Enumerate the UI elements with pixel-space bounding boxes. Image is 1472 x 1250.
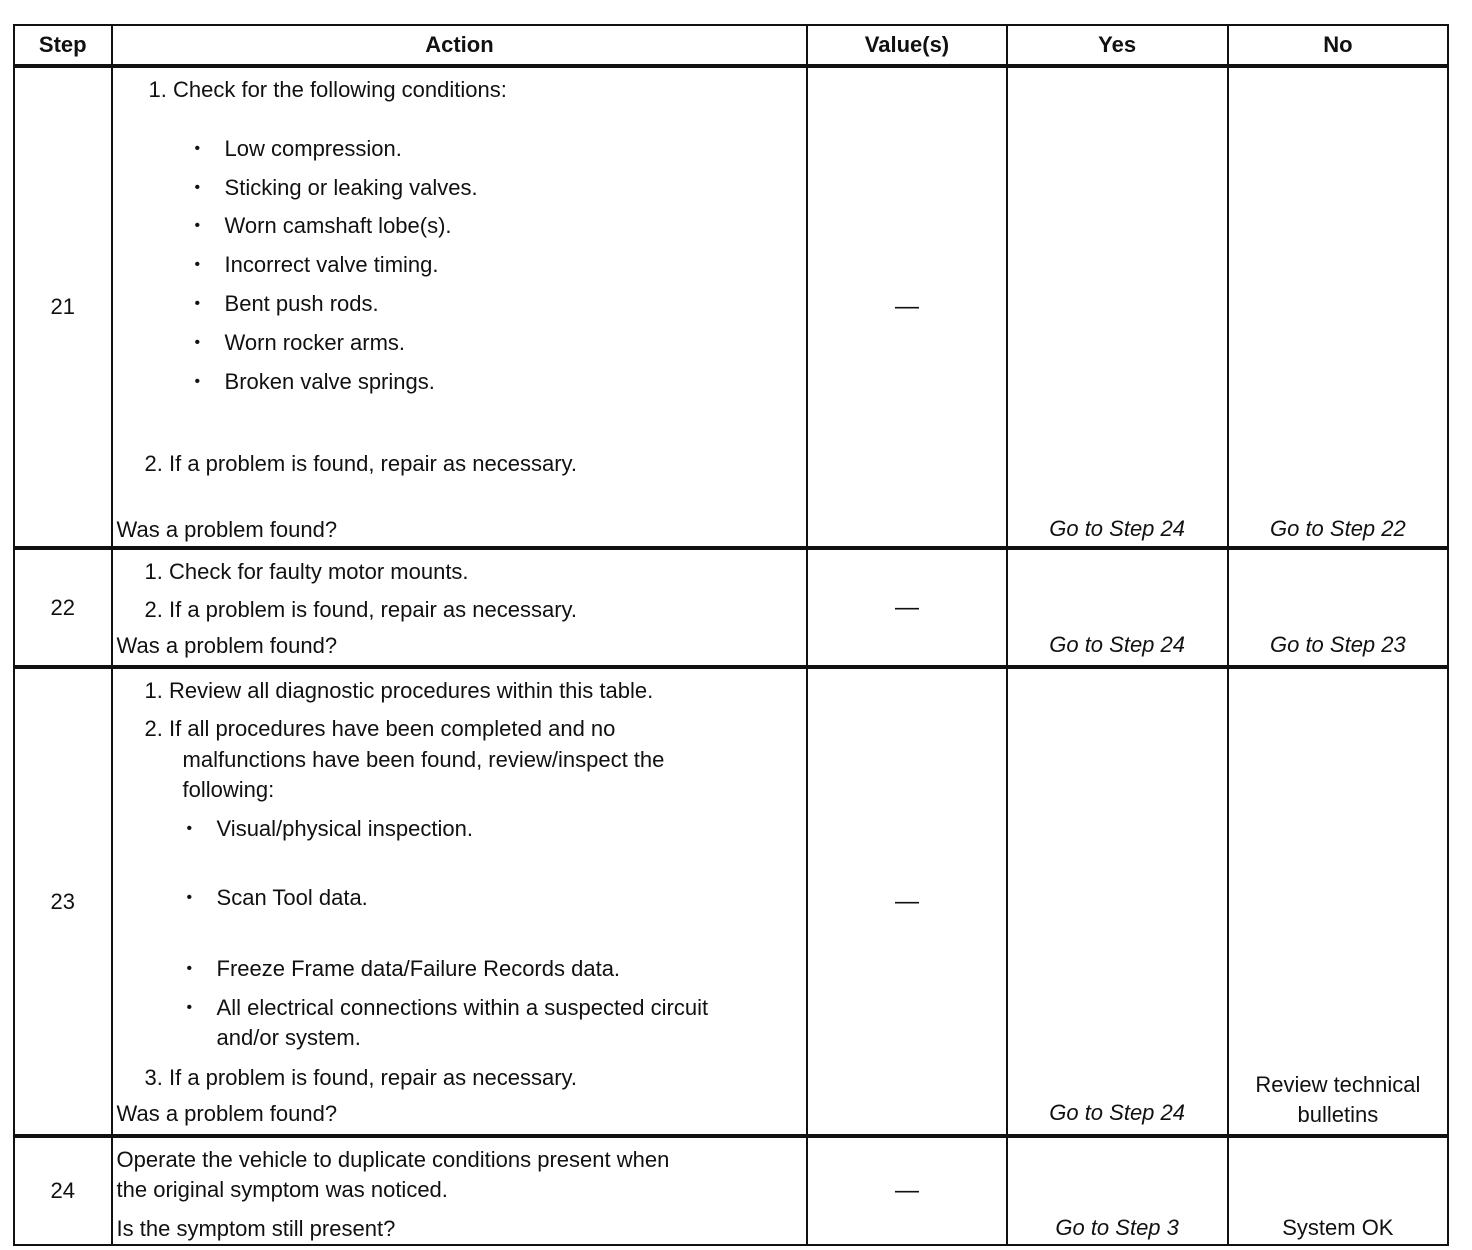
action-cell (112, 667, 808, 1136)
yes-cell (1007, 66, 1228, 548)
header-values: Value(s) (807, 25, 1006, 66)
action-item: 2. If a problem is found, repair as necessary. (144, 451, 578, 476)
yes-cell (1007, 1136, 1228, 1245)
action-cell (112, 1136, 808, 1245)
action-item: 2. If a problem is found, repair as necessary. (144, 597, 578, 622)
action-text: the original symptom was noticed. (116, 1177, 448, 1202)
go-to-step-link: Go to Step 24 (1049, 632, 1185, 657)
condition-bullet: • Worn camshaft lobe(s). (225, 212, 452, 240)
yes-cell (1007, 667, 1228, 1136)
diagnostic-table (13, 24, 1449, 1246)
action-item: 2. If all procedures have been completed and no (144, 716, 616, 741)
action-cell (112, 548, 808, 667)
go-to-step-link: Go to Step 3 (1055, 1215, 1179, 1240)
header-action: Action (112, 25, 808, 66)
action-item: 3. If a problem is found, repair as necessary. (144, 1065, 578, 1090)
no-cell (1228, 66, 1448, 548)
action-text: Operate the vehicle to duplicate conditions present when (116, 1147, 670, 1172)
no-cell (1228, 548, 1448, 667)
step-number: 23 (14, 667, 112, 1136)
review-bulletins-text: Review technical (1255, 1072, 1421, 1097)
condition-bullet: • Sticking or leaking valves. (225, 174, 478, 202)
value-cell: — (807, 667, 1006, 1136)
action-item-continued: malfunctions have been found, review/inspect the (182, 747, 665, 772)
action-question: Was a problem found? (116, 517, 338, 542)
step-number: 22 (14, 548, 112, 667)
inspect-bullet: • Scan Tool data. (217, 884, 368, 912)
condition-bullet: • Bent push rods. (225, 290, 379, 318)
action-question: Was a problem found? (116, 633, 338, 658)
header-row (14, 25, 1448, 66)
system-ok-text: System OK (1282, 1215, 1394, 1240)
header-yes: Yes (1007, 25, 1228, 66)
value-cell: — (807, 548, 1006, 667)
table-row-step-24 (14, 1136, 1448, 1245)
action-question: Is the symptom still present? (116, 1216, 396, 1241)
action-item-continued: following: (182, 777, 275, 802)
table-row-step-23 (14, 667, 1448, 1136)
no-cell (1228, 1136, 1448, 1245)
inspect-bullet: • Freeze Frame data/Failure Records data. (217, 955, 621, 983)
condition-bullet: • Incorrect valve timing. (225, 251, 439, 279)
step-number: 24 (14, 1136, 112, 1245)
condition-bullet: • Worn rocker arms. (225, 329, 406, 357)
table-row-step-22 (14, 548, 1448, 667)
table-row-step-21 (14, 66, 1448, 548)
step-number: 21 (14, 66, 112, 548)
condition-bullet: • Broken valve springs. (225, 368, 435, 396)
action-cell (112, 66, 808, 548)
value-cell: — (807, 1136, 1006, 1245)
value-cell: — (807, 66, 1006, 548)
go-to-step-link: Go to Step 23 (1269, 632, 1406, 657)
action-item: 1. Review all diagnostic procedures within this table. (144, 678, 654, 703)
inspect-bullet: • Visual/physical inspection. (217, 815, 473, 843)
inspect-bullet-continued: and/or system. (216, 1025, 361, 1050)
go-to-step-link: Go to Step 22 (1269, 516, 1406, 541)
go-to-step-link: Go to Step 24 (1049, 516, 1185, 541)
no-cell (1228, 667, 1448, 1136)
inspect-bullet: • All electrical connections within a suspected circuit (217, 994, 709, 1022)
review-bulletins-text: bulletins (1297, 1102, 1379, 1127)
go-to-step-link: Go to Step 24 (1049, 1100, 1185, 1125)
header-no: No (1228, 25, 1448, 66)
header-step: Step (14, 25, 112, 66)
action-item: 1. Check for faulty motor mounts. (144, 559, 469, 584)
yes-cell (1007, 548, 1228, 667)
condition-bullet: • Low compression. (225, 135, 402, 163)
action-question: Was a problem found? (116, 1101, 338, 1126)
action-item: 1. Check for the following conditions: (148, 77, 507, 102)
